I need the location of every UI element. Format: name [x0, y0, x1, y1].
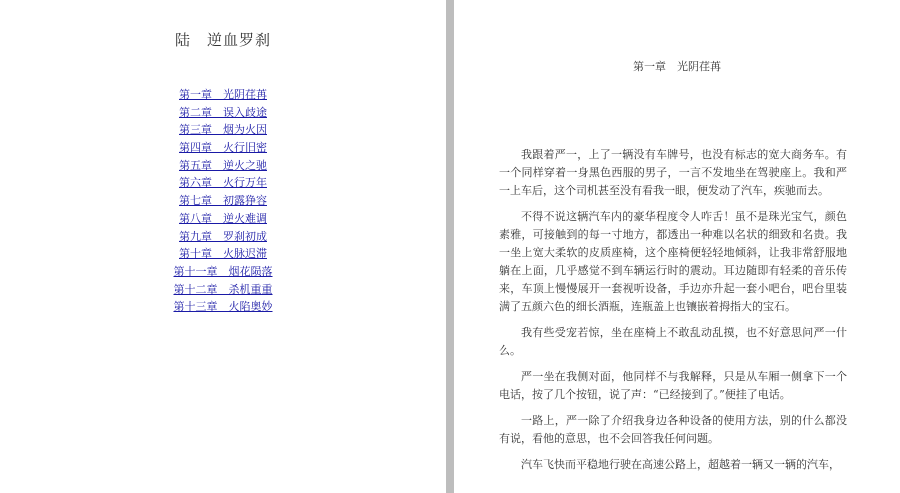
toc-item: [0, 225, 446, 243]
chapter-heading: 第一章 光阴荏苒: [633, 60, 721, 73]
toc-item: [0, 189, 446, 207]
toc-link-chapter-3[interactable]: 第三章 烟为火因: [179, 123, 267, 137]
toc-link-chapter-12[interactable]: 第十二章 杀机重重: [173, 282, 273, 296]
toc-item: [0, 171, 446, 189]
toc-link-chapter-4[interactable]: 第四章 火行旧密: [179, 141, 267, 155]
toc-item: [0, 260, 446, 278]
page-divider[interactable]: [446, 0, 454, 493]
toc-item: [0, 118, 446, 136]
toc-link-chapter-7[interactable]: 第七章 初露狰容: [179, 194, 267, 208]
toc-link-chapter-5[interactable]: 第五章 逆火之驰: [179, 158, 267, 172]
toc-link-chapter-8[interactable]: 第八章 逆火难调: [179, 211, 267, 225]
toc-link-chapter-10[interactable]: 第十章 火脉迟滞: [179, 247, 267, 261]
paragraph: 不得不说这辆汽车内的豪华程度令人咋舌！虽不是珠光宝气，颜色素雅，可接触到的每一寸地方，都透出一种难以名状的细致和名贵。我一坐上宽大柔软的皮质座椅，这个座椅便轻轻地倾斜，让我非常舒服地躺在上面，几乎感觉不到车辆运行时的震动。耳边随即有轻柔的音乐传来，车顶上慢慢展开一套视听设备，手边亦升起一套小吧台，吧台里装满了五颜六色的细长酒瓶，连瓶盖上也镶嵌着拇指大的宝石。: [499, 210, 847, 313]
toc-item: [0, 136, 446, 154]
toc-item: [0, 242, 446, 260]
paragraph: 严一坐在我侧对面，他同样不与我解释，只是从车厢一侧拿下一个电话，按了几个按钮，说了声：“已经接到了。”便挂了电话。: [499, 370, 847, 401]
right-page: [454, 0, 900, 493]
toc-item: [0, 278, 446, 296]
toc-item: [0, 295, 446, 313]
toc-item: [0, 83, 446, 101]
paragraph: 汽车飞快而平稳地行驶在高速公路上，超越着一辆又一辆的汽车，: [521, 458, 840, 471]
book-title: 陆 逆血罗刹: [174, 31, 271, 49]
toc-link-chapter-13[interactable]: 第十三章 火陷奥妙: [173, 300, 273, 314]
toc-link-chapter-6[interactable]: 第六章 火行万年: [179, 176, 267, 190]
left-page: [0, 0, 446, 493]
paragraph: 我跟着严一，上了一辆没有车牌号，也没有标志的宽大商务车。有一个同样穿着一身黑色西服的男子，一言不发地坐在驾驶座上。我和严一上车后，这个司机甚至没有看我一眼，便发动了汽车，疾驰而去。: [499, 148, 847, 197]
toc-link-chapter-2[interactable]: 第二章 误入歧途: [179, 105, 267, 119]
toc-item: [0, 101, 446, 119]
paragraph: 一路上，严一除了介绍我身边各种设备的使用方法，别的什么都没有说，看他的意思，也不会回答我任何问题。: [499, 414, 847, 445]
paragraph: 我有些受宠若惊，坐在座椅上不敢乱动乱摸，也不好意思问严一什么。: [499, 326, 847, 357]
toc-link-chapter-9[interactable]: 第九章 罗刹初成: [179, 229, 267, 243]
toc-link-chapter-11[interactable]: 第十一章 烟花陨落: [173, 264, 273, 278]
toc-item: [0, 154, 446, 172]
table-of-contents: [0, 83, 446, 313]
toc-item: [0, 207, 446, 225]
toc-link-chapter-1[interactable]: 第一章 光阴荏苒: [179, 88, 267, 101]
chapter-body: [499, 146, 847, 482]
